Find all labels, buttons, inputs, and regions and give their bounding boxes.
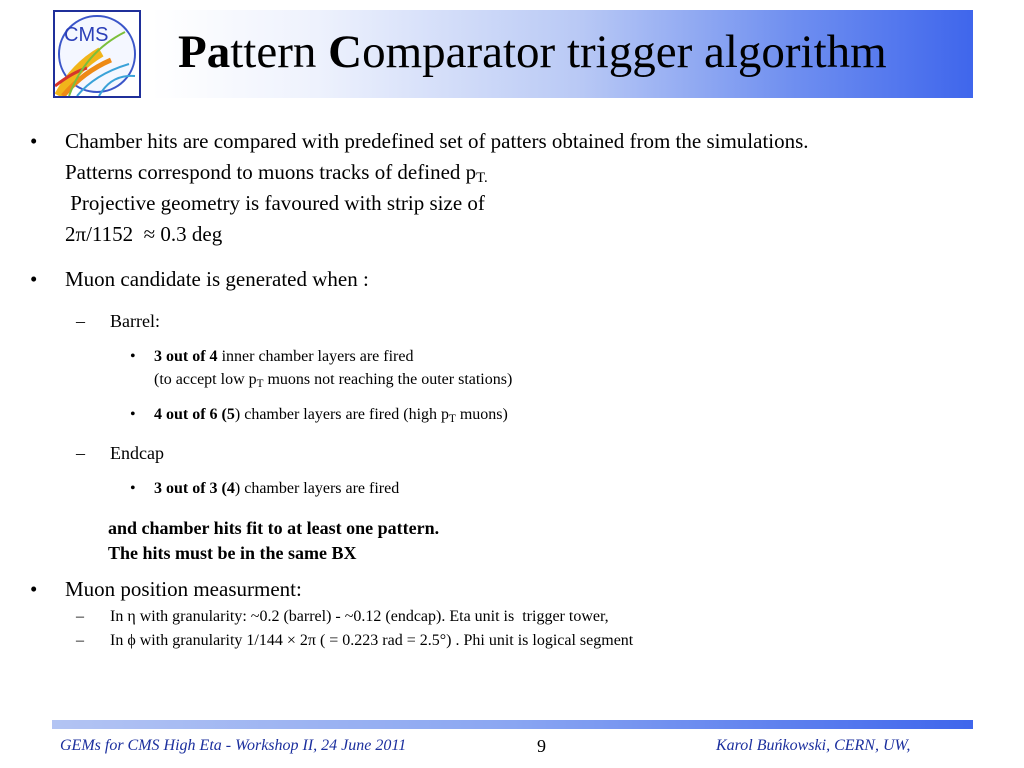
pattern-note-line-1: and chamber hits fit to at least one pattern. [108,518,440,538]
bullet-1-line-2-text: Patterns correspond to muons tracks of defined p [65,160,477,184]
cms-logo [53,10,141,98]
endcap-item-1-text: ) chamber layers are fired [234,480,400,497]
footer-divider [52,720,973,729]
slide-title [178,24,887,80]
bullet-2-text: Muon candidate is generated when : [65,267,369,291]
barrel-item-1 [154,346,413,368]
sub-bullet-symbol: • [130,348,136,365]
bullet-symbol: • [30,267,38,291]
phi-granularity-text: In ϕ with granularity 1/144 × 2π ( = 0.223 rad = 2.5°) . Phi unit is logical segment [110,632,634,649]
barrel-item-1-text: inner chamber layers are fired [217,348,414,365]
dash-symbol: – [76,311,85,331]
barrel-item-2-bold: 4 out of 6 (5 [154,406,235,423]
dash-symbol: – [76,608,84,625]
barrel-item-2-text-a: ) chamber layers are fired (high p [234,406,450,423]
bullet-1-line-4: 2π/1152 ≈ 0.3 deg [65,222,223,246]
barrel-item-1-line-2-a: (to accept low p [154,371,257,388]
bullet-3-text: Muon position measurment: [65,577,302,601]
bullet-symbol: • [30,577,38,601]
barrel-item-2 [154,404,508,426]
logo-text: CMS [64,24,109,46]
dash-symbol: – [76,632,84,649]
pattern-note-line-2: The hits must be in the same BX [108,543,357,563]
sub-bullet-symbol: • [130,406,136,423]
barrel-item-1-bold: 3 out of 4 [154,348,218,365]
barrel-item-1-line-2-b: muons not reaching the outer stations) [263,371,513,388]
bullet-symbol: • [30,129,38,153]
bullet-1-line-2 [65,157,488,188]
pt-subscript: T [256,378,264,390]
endcap-item-1-bold: 3 out of 3 (4 [154,480,235,497]
footer-event: GEMs for CMS High Eta - Workshop II, 24 June 2011 [60,737,407,754]
endcap-label: Endcap [110,443,164,463]
title-part2-rest: omparator trigger algorithm [362,26,887,78]
pt-subscript: T. [476,170,488,186]
title-part1-bold: Pa [178,26,231,78]
sub-bullet-symbol: • [130,480,136,497]
endcap-item-1 [154,478,399,500]
title-part2-bold: C [328,26,363,78]
footer-author: Karol Buńkowski, CERN, UW, [716,737,911,754]
bullet-1-line-3: Projective geometry is favoured with strip size of [65,191,485,215]
barrel-item-2-text-b: muons) [455,406,508,423]
title-part1-rest: ttern [230,26,329,78]
barrel-label: Barrel: [110,311,160,331]
page-number: 9 [537,736,546,756]
dash-symbol: – [76,443,85,463]
eta-granularity-text: In η with granularity: ~0.2 (barrel) - ~0.12 (endcap). Eta unit is trigger tower, [110,608,609,625]
barrel-item-1-line-2 [154,369,512,391]
bullet-1-line-1: Chamber hits are compared with predefined set of patters obtained from the simulations. [65,129,809,153]
pt-subscript: T [449,413,456,425]
